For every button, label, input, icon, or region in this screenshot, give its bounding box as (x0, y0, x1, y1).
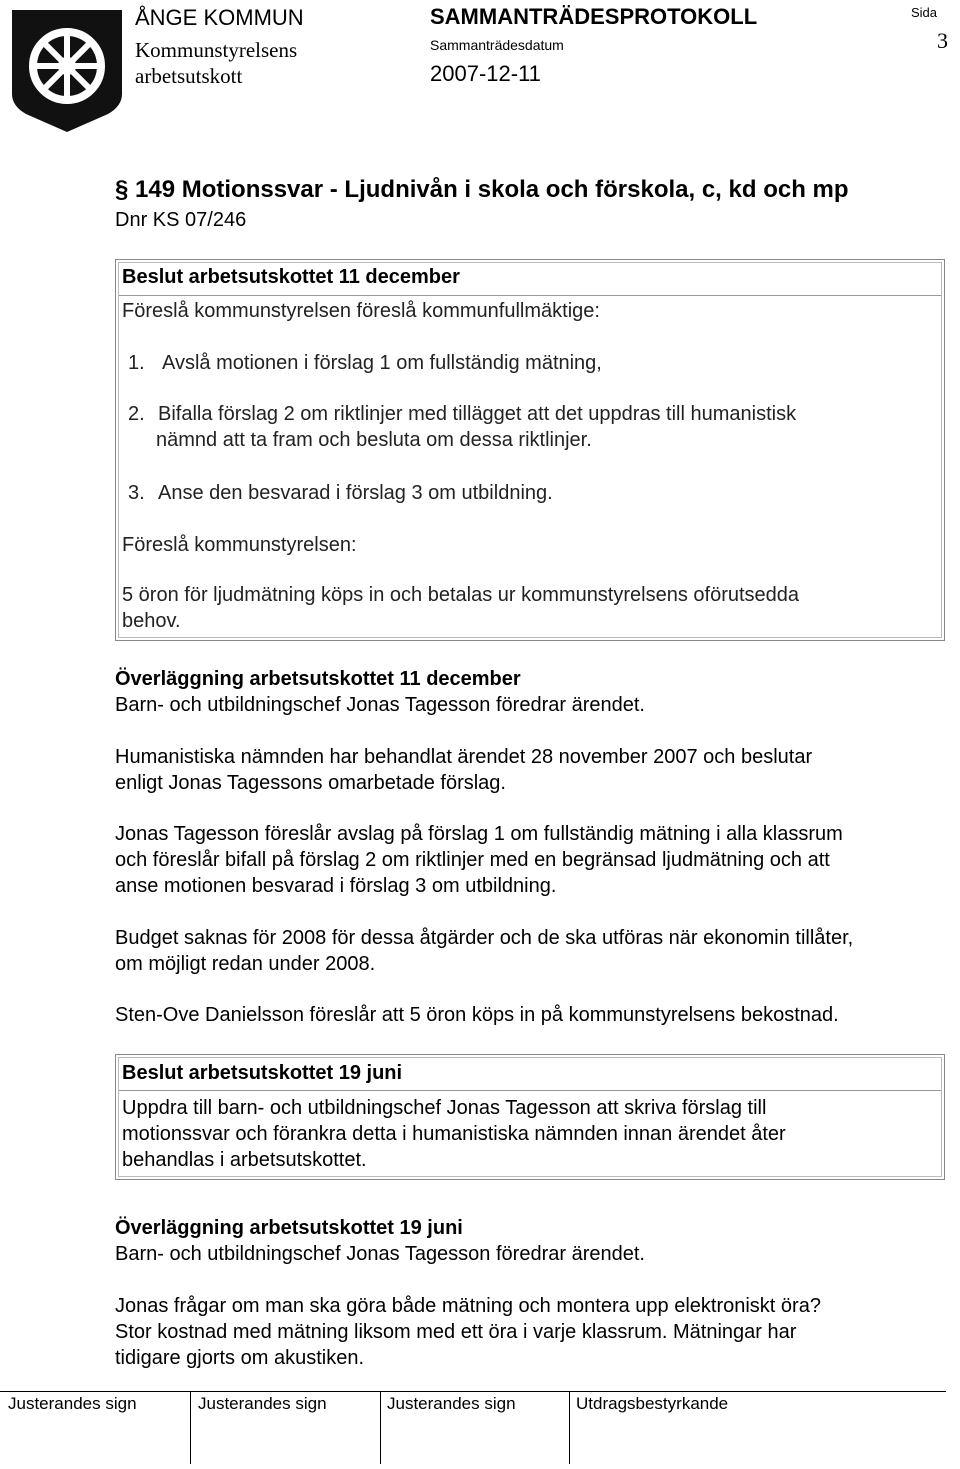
decision-jun-heading: Beslut arbetsutskottet 19 juni (122, 1062, 403, 1084)
decision-dec-heading: Beslut arbetsutskottet 11 december (122, 266, 460, 288)
list-item: 1. Avslå motionen i förslag 1 om fullständig mätning, (128, 352, 602, 374)
deliberation-jun-p1: Barn- och utbildningschef Jonas Tagesson föredrar ärendet. (115, 1243, 645, 1265)
committee-line-1: Kommunstyrelsens (135, 38, 298, 62)
deliberation-jun-p2-line-3: tidigare gjorts om akustiken. (115, 1347, 365, 1369)
wheel-emblem-icon (8, 6, 126, 134)
municipality-logo (8, 6, 126, 134)
item-title: § 149 Motionssvar - Ljudnivån i skola och förskola, c, kd och mp (115, 176, 849, 203)
diary-number: Dnr KS 07/246 (115, 209, 247, 231)
list-item: 2. Bifalla förslag 2 om riktlinjer med tillägget att det uppdras till humanistisk nämnd att ta fram och besluta om dessa riktlinjer. (128, 403, 797, 451)
footer-column-divider (569, 1392, 570, 1464)
deliberation-dec-p3-line-1: Jonas Tagesson föreslår avslag på förslag 1 om fullständig mätning i alla klassrum (115, 823, 843, 845)
decision-dec-ks-intro: Föreslå kommunstyrelsen: (122, 534, 357, 556)
footer-column-divider (190, 1392, 191, 1464)
decision-dec-intro: Föreslå kommunstyrelsen föreslå kommunfullmäktige: (122, 300, 600, 322)
footer-sign-2: Justerandes sign (198, 1394, 327, 1413)
footer-column-divider (380, 1392, 381, 1464)
decision-jun-line-1: Uppdra till barn- och utbildningschef Jonas Tagesson att skriva förslag till (122, 1097, 767, 1119)
footer-extract-certification: Utdragsbestyrkande (576, 1394, 729, 1413)
deliberation-jun-p2-line-2: Stor kostnad med mätning liksom med ett öra i varje klassrum. Mätningar har (115, 1321, 797, 1343)
footer-divider (0, 1391, 946, 1392)
page-label: Sida (911, 5, 938, 20)
deliberation-dec-heading: Överläggning arbetsutskottet 11 december (115, 668, 521, 690)
deliberation-jun-heading: Överläggning arbetsutskottet 19 juni (115, 1217, 463, 1239)
decision-jun-line-3: behandlas i arbetsutskottet. (122, 1149, 367, 1171)
deliberation-dec-p3-line-2: och föreslår bifall på förslag 2 om riktlinjer med en begränsad ljudmätning och att (115, 849, 830, 871)
decision-dec-ks-line-1: 5 öron för ljudmätning köps in och betalas ur kommunstyrelsens oförutsedda (122, 584, 800, 606)
decision-jun-line-2: motionssvar och förankra detta i humanistiska nämnden innan ärendet åter (122, 1123, 786, 1145)
deliberation-dec-p3-line-3: anse motionen besvarad i förslag 3 om utbildning. (115, 875, 557, 897)
deliberation-dec-p1: Barn- och utbildningschef Jonas Tagesson föredrar ärendet. (115, 694, 645, 716)
date-label: Sammanträdesdatum (430, 37, 564, 53)
list-item: 3. Anse den besvarad i förslag 3 om utbildning. (128, 482, 553, 504)
page-number: 3 (937, 28, 948, 53)
committee-line-2: arbetsutskott (135, 64, 243, 88)
footer-sign-1: Justerandes sign (8, 1394, 137, 1413)
deliberation-jun-p2-line-1: Jonas frågar om man ska göra både mätning och montera upp elektroniskt öra? (115, 1295, 821, 1317)
deliberation-dec-p5: Sten-Ove Danielsson föreslår att 5 öron köps in på kommunstyrelsens bekostnad. (115, 1004, 839, 1026)
footer-sign-3: Justerandes sign (387, 1394, 516, 1413)
decision-dec-ks-line-2: behov. (122, 610, 181, 632)
deliberation-dec-p4-line-1: Budget saknas för 2008 för dessa åtgärder och de ska utföras när ekonomin tillåter, (115, 927, 854, 949)
deliberation-dec-p2-line-2: enligt Jonas Tagessons omarbetade förslag. (115, 772, 506, 794)
meeting-date: 2007-12-11 (430, 61, 541, 86)
deliberation-dec-p4-line-2: om möjligt redan under 2008. (115, 953, 376, 975)
document-type: SAMMANTRÄDESPROTOKOLL (430, 4, 758, 29)
deliberation-dec-p2-line-1: Humanistiska nämnden har behandlat ärendet 28 november 2007 och beslutar (115, 746, 813, 768)
municipality-name: ÅNGE KOMMUN (135, 5, 304, 30)
